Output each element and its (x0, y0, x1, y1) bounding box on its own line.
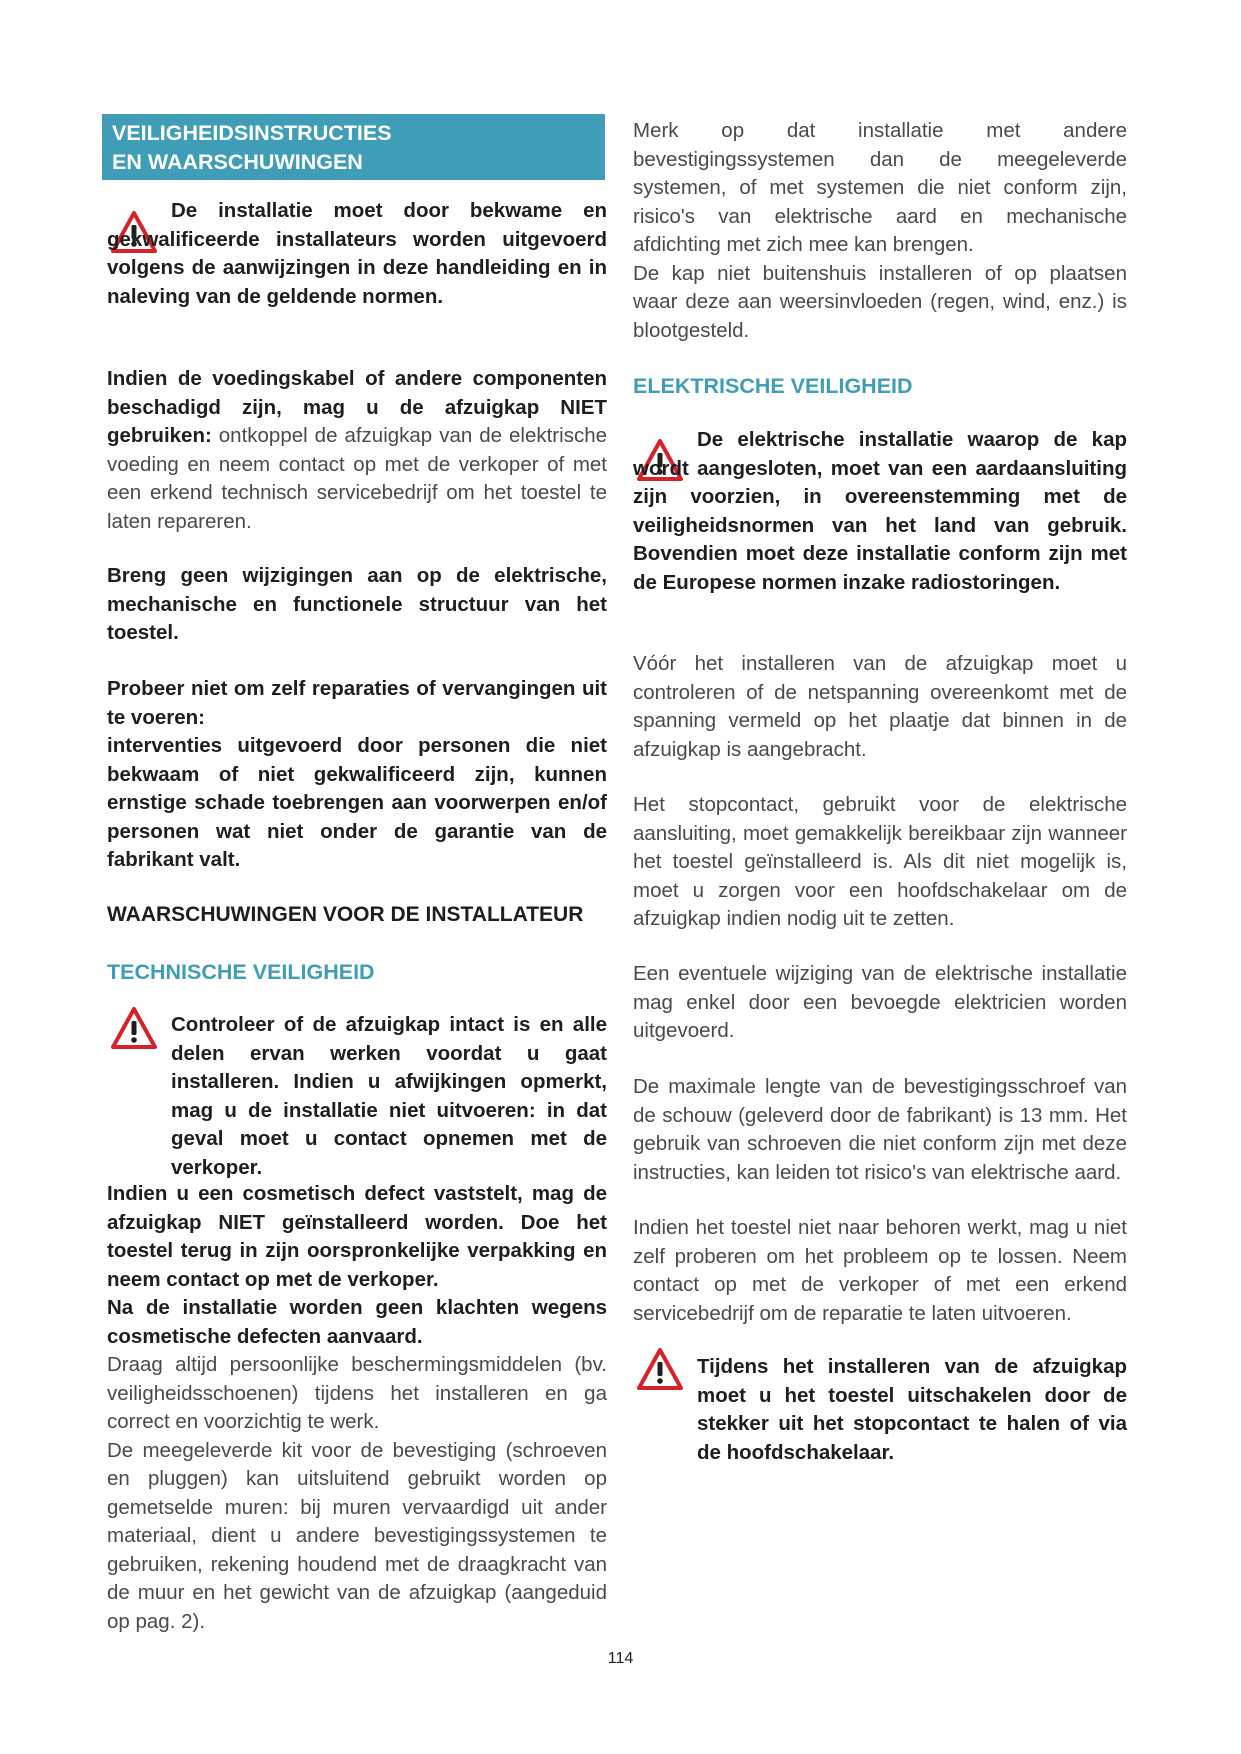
voltage-text: Vóór het installeren van de afzuigkap moet u controleren of de netspanning overeenkomt met de spanning vermeld op het plaatje dat binnen in de afzuigkap is aangebracht. (633, 652, 1127, 761)
no-repairs-detail: interventies uitgevoerd door personen die niet bekwaam of niet gekwalificeerd zijn, kunnen ernstige schade toebrengen aan voorwerpen en/of personen wat niet onder de garantie van de fabrikant valt. (107, 734, 607, 871)
warning-inspect-text: Controleer of de afzuigkap intact is en alle delen ervan werken voordat u gaat installeren. Indien u afwijkingen opmerkt, mag u de installatie niet uitvoeren: in dat geval moet u contact opnemen met de verkoper. (171, 1013, 607, 1179)
warning-earthing-block (633, 426, 1127, 597)
other-systems-paragraph (633, 117, 1127, 345)
cosmetic-complaints-text: Na de installatie worden geen klachten wegens cosmetische defecten aanvaard. (107, 1296, 607, 1348)
page-number: 114 (607, 1650, 634, 1667)
fixing-kit-text: De meegeleverde kit voor de bevestiging (schroeven en pluggen) kan uitsluitend gebruikt worden op gemetselde muren: bij muren vervaardigd uit ander materiaal, dient u andere bevestigingssystemen te gebruiken, rekening houdend met de draagkracht van de muur en het gewicht van de afzuigkap (aangeduid op pag. 2). (107, 1438, 607, 1633)
outdoor-text: De kap niet buitenshuis installeren of op plaatsen waar deze aan weersinvloeden (regen, wind, enz.) is blootgesteld. (633, 261, 1127, 342)
screw-text: De maximale lengte van de bevestigingsschroef van de schouw (geleverd door de fabrikant) is 13 mm. Het gebruik van schroeven die niet conform zijn met deze instructies, kan leiden tot risico's van elektrische aard. (633, 1075, 1127, 1184)
cosmetic-defect-text: Indien u een cosmetisch defect vaststelt, mag de afzuigkap NIET geïnstalleerd worden. Doe het toestel terug in zijn oorspronkelijke verpakking en neem contact op met de verkoper. (107, 1182, 607, 1291)
section-banner (102, 114, 605, 180)
technical-safety-heading: TECHNISCHE VEILIGHEID (107, 960, 375, 984)
warning-installation-block (107, 197, 607, 311)
malfunction-paragraph (633, 1214, 1127, 1328)
warning-unplug-text: Tijdens het installeren van de afzuigkap moet u het toestel uitschakelen door de stekker uit het stopcontact te halen of via de hoofdschakelaar. (697, 1355, 1127, 1464)
damaged-cable-paragraph (107, 365, 607, 536)
protection-text: Draag altijd persoonlijke beschermingsmiddelen (bv. veiligheidsschoenen) tijdens het installeren en ga correct en voorzichtig te werk. (107, 1353, 607, 1433)
banner-line-1: VEILIGHEIDSINSTRUCTIES (112, 121, 392, 145)
modification-text: Een eventuele wijziging van de elektrische installatie mag enkel door een bevoegde elektricien worden uitgevoerd. (633, 962, 1127, 1042)
warning-unplug-block (697, 1353, 1127, 1467)
warning-triangle-icon (110, 1006, 158, 1050)
banner-line-2: EN WAARSCHUWINGEN (112, 150, 363, 174)
modification-paragraph (633, 960, 1127, 1046)
other-systems-text: Merk op dat installatie met andere bevestigingssystemen dan de meegeleverde systemen, of met systemen die niet conform zijn, risico's van elektrische aard en mechanische afdichting met zich mee kan brengen. (633, 119, 1127, 256)
damaged-cable-bold: Indien de voedingskabel of andere componenten beschadigd zijn, mag u de afzuigkap NIET gebruiken: (107, 367, 607, 447)
malfunction-text: Indien het toestel niet naar behoren werkt, mag u niet zelf proberen om het probleem op te lossen. Neem contact op met de verkoper of met een erkend servicebedrijf om de reparatie te laten uitvoeren. (633, 1216, 1127, 1325)
damaged-cable-light: ontkoppel de afzuigkap van de elektrische voeding en neem contact op met de verkoper of met een erkend technisch servicebedrijf om het toestel te laten repareren. (107, 424, 607, 533)
cosmetic-defect-paragraph (107, 1180, 607, 1636)
socket-text: Het stopcontact, gebruikt voor de elektrische aansluiting, moet gemakkelijk bereikbaar zijn wanneer het toestel geïnstalleerd is. Als dit niet mogelijk is, moet u zorgen voor een hoofdschakelaar om de afzuigkap indien nodig uit te zetten. (633, 793, 1127, 930)
no-changes-text: Breng geen wijzigingen aan op de elektrische, mechanische en functionele structuur van het toestel. (107, 564, 607, 644)
no-changes-paragraph (107, 562, 607, 648)
screw-paragraph (633, 1073, 1127, 1187)
installer-warnings-heading: WAARSCHUWINGEN VOOR DE INSTALLATEUR (107, 903, 584, 926)
warning-triangle-icon (636, 1347, 684, 1391)
no-repairs-intro: Probeer niet om zelf reparaties of vervangingen uit te voeren: (107, 677, 607, 729)
socket-paragraph (633, 791, 1127, 934)
voltage-paragraph (633, 650, 1127, 764)
warning-installation-text: De installatie moet door bekwame en gekwalificeerde installateurs worden uitgevoerd volgens de aanwijzingen in deze handleiding en in naleving van de geldende normen. (107, 199, 607, 308)
no-repairs-paragraph (107, 675, 607, 875)
electrical-safety-heading: ELEKTRISCHE VEILIGHEID (633, 374, 913, 398)
warning-earthing-text: De elektrische installatie waarop de kap wordt aangesloten, moet van een aardaansluiting zijn voorzien, in overeenstemming met de veiligheidsnormen van het land van gebruik. Bovendien moet deze installatie conform zijn met de Europese normen inzake radiostoringen. (633, 428, 1127, 594)
warning-inspect-block (171, 1011, 607, 1182)
